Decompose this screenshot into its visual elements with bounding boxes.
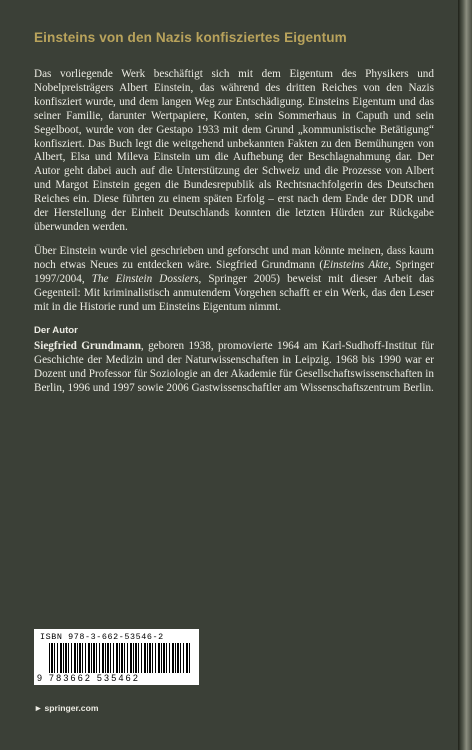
cover-headline: Einsteins von den Nazis konfisziertes Eigentum: [34, 30, 347, 45]
author-bio: [34, 340, 434, 396]
p2-post: , Springer 2005) beweist mit dieser Arbeit das Gegenteil: Mit kriminalistisch anmutendem Vorgehen schafft er ein Werk, das den Leser mit in die Historie rund um Einsteins Eigentum nimmt.: [34, 272, 434, 313]
barcode-digits: 9 783662 535462: [37, 673, 141, 683]
p2-pre: Über Einstein wurde viel geschrieben und geforscht und man könnte meinen, dass kaum noch etwas Neues zu entdecken wäre. Siegfried Grundmann (: [34, 244, 434, 271]
blurb-paragraph-1: Das vorliegende Werk beschäftigt sich mit dem Eigentum des Physikers und Nobelpreisträgers Albert Einstein, das während des dritten Reiches von den Nazis konfisziert wurde, und dem langen Weg zur Entschädigung. Einsteins Eigentum und das seiner Familie, darunter Wertpapiere, Konten, sein Sommerhaus in Caputh und sein Segelboot, wurde von der Gestapo 1933 mit dem Grund „kommunistische Betätigung“ konfisziert. Das Buch legt die weitgehend unbekannten Fakten zu den Bemühungen von Albert, Elsa und Mileva Einstein um die Aufhebung der Beschlagnahmung dar. Der Autor geht dabei auch auf die Unterstützung der Schweiz und die Prozesse von Albert und Margot Einstein gegen die Bundesrepublik als Rechtsnachfolgerin des Deutschen Reiches ein. Diese führten zu einem späten Erfolg – erst nach dem Ende der DDR und der Herstellung der Einheit Deutschlands konnten die letzten Hürden zur Rückgabe überwunden werden.: [34, 68, 434, 233]
isbn-text: ISBN 978-3-662-53546-2: [40, 632, 164, 642]
publisher-website[interactable]: [34, 703, 98, 713]
blurb: [34, 68, 434, 406]
p2-mid: , Springer 1997/2004,: [34, 258, 434, 285]
book-title-einsteins-akte: Einsteins Akte: [323, 258, 389, 271]
author-heading: Der Autor: [34, 325, 78, 337]
cover-edge: [458, 0, 472, 750]
author-name: Siegfried Grundmann: [34, 340, 141, 353]
blurb-paragraph-2: [34, 245, 434, 315]
publisher-website-label: springer.com: [44, 703, 99, 713]
book-title-einstein-dossiers: The Einstein Dossiers: [91, 272, 199, 285]
barcode-bars: [49, 643, 191, 673]
isbn-barcode: [34, 629, 199, 685]
author-bio-text: , geboren 1938, promovierte 1964 am Karl-Sudhoff-Institut für Geschichte der Medizin und der Naturwissenschaften in Leipzig. 1968 bis 1990 war er Dozent und Professor für Soziologie an der Akademie für Gesellschaftswissenschaften in Berlin, 1996 und 1997 sowie 2006 Gastwissenschaftler am Wissenschaftszentrum Berlin.: [34, 340, 434, 395]
triangle-arrow-icon: ►: [34, 703, 43, 713]
